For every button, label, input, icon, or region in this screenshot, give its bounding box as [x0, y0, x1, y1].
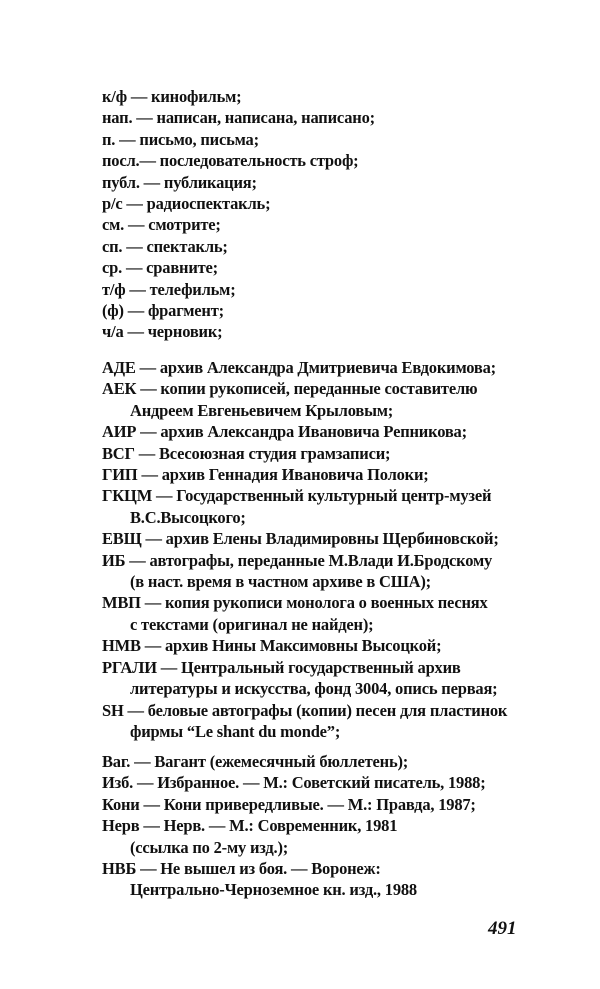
glossary-entry [102, 443, 562, 464]
entry-continuation: (в наст. время в частном архиве в США); [130, 572, 431, 592]
glossary-entry [102, 107, 562, 128]
entry-continuation: (ссылка по 2-му изд.); [130, 837, 289, 857]
entry-line: АЕК — копии рукописей, переданные составителю [102, 379, 478, 399]
glossary-entry [102, 193, 562, 214]
entry-line: сп. — спектакль; [102, 236, 228, 256]
glossary-entry [102, 751, 562, 772]
glossary-entry [102, 279, 562, 300]
glossary-entry [102, 321, 562, 342]
glossary-entry [102, 657, 562, 700]
entry-line: посл.— последовательность строф; [102, 151, 359, 171]
entry-line: НМВ — архив Нины Максимовны Высоцкой; [102, 636, 442, 656]
glossary-entry [102, 378, 562, 421]
glossary-entry [102, 129, 562, 150]
entry-line: см. — смотрите; [102, 215, 221, 235]
glossary-entry [102, 858, 562, 901]
entry-continuation: с текстами (оригинал не найден); [130, 614, 374, 634]
entry-line: ГИП — архив Геннадия Ивановича Полоки; [102, 465, 429, 485]
entry-continuation: Центрально-Черноземное кн. изд., 1988 [130, 880, 417, 900]
abbreviations-general [102, 86, 562, 343]
entry-line: нап. — написан, написана, написано; [102, 108, 375, 128]
entry-line: ВСГ — Всесоюзная студия грамзаписи; [102, 443, 391, 463]
glossary-entry [102, 550, 562, 593]
entry-line: Ваг. — Вагант (ежемесячный бюллетень); [102, 752, 409, 771]
glossary-entry [102, 150, 562, 171]
glossary-entry [102, 700, 562, 743]
entry-line: Кони — Кони привередливые. — М.: Правда, 1987; [102, 794, 476, 814]
glossary-entry [102, 357, 562, 378]
entry-line: SH — беловые автографы (копии) песен для пластинок [102, 700, 508, 720]
glossary-entry [102, 421, 562, 442]
glossary-entry [102, 172, 562, 193]
glossary-entry [102, 772, 562, 793]
page-number: 491 [488, 918, 517, 939]
entry-line: ч/а — черновик; [102, 322, 223, 342]
glossary-entry [102, 214, 562, 235]
entry-line: ИБ — автографы, переданные М.Влади И.Бродскому [102, 550, 493, 570]
glossary-entry [102, 300, 562, 321]
entry-line: ср. — сравните; [102, 258, 218, 278]
abbreviations-editions [102, 751, 562, 901]
entry-line: р/с — радиоспектакль; [102, 194, 271, 214]
glossary-entry [102, 236, 562, 257]
entry-line: Нерв — Нерв. — М.: Современник, 1981 [102, 816, 398, 836]
glossary-entry [102, 257, 562, 278]
entry-line: ГКЦМ — Государственный культурный центр-музей [102, 486, 492, 506]
entry-line: п. — письмо, письма; [102, 129, 259, 149]
glossary-entry [102, 815, 562, 858]
glossary-entry [102, 528, 562, 549]
glossary-entry [102, 464, 562, 485]
entry-line: к/ф — кинофильм; [102, 87, 242, 106]
glossary-entry [102, 635, 562, 656]
glossary-entry [102, 485, 562, 528]
entry-line: АДЕ — архив Александра Дмитриевича Евдокимова; [102, 358, 496, 377]
entry-continuation: Андреем Евгеньевичем Крыловым; [130, 400, 394, 420]
entry-line: (ф) — фрагмент; [102, 301, 224, 321]
entry-line: Изб. — Избранное. — М.: Советский писатель, 1988; [102, 773, 486, 793]
glossary-entry [102, 86, 562, 107]
entry-continuation: В.С.Высоцкого; [130, 507, 246, 527]
entry-line: МВП — копия рукописи монолога о военных песнях [102, 593, 488, 613]
entry-line: АИР — архив Александра Ивановича Репникова; [102, 422, 467, 442]
entry-line: НВБ — Не вышел из боя. — Воронеж: [102, 859, 381, 879]
entry-line: публ. — публикация; [102, 172, 257, 192]
entry-line: ЕВЩ — архив Елены Владимировны Щербиновской; [102, 529, 499, 549]
abbreviations-archives [102, 357, 562, 742]
glossary-entry [102, 592, 562, 635]
entry-continuation: фирмы “Le shant du monde”; [130, 721, 341, 741]
glossary-entry [102, 794, 562, 815]
entry-continuation: литературы и искусства, фонд 3004, опись первая; [130, 679, 498, 699]
entry-line: т/ф — телефильм; [102, 279, 236, 299]
entry-line: РГАЛИ — Центральный государственный архив [102, 657, 461, 677]
